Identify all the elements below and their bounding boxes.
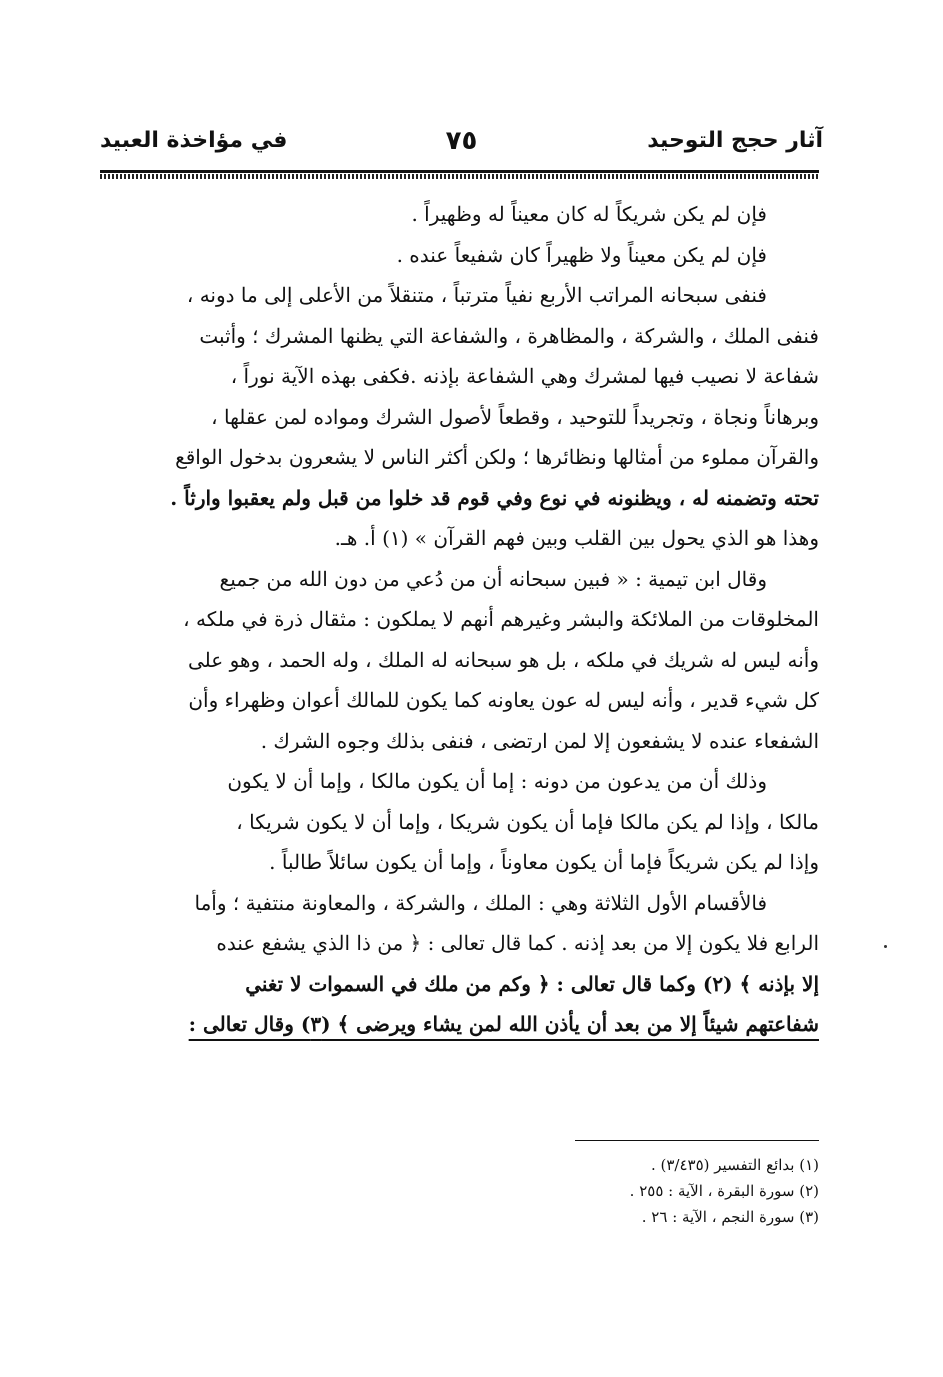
text-line: فالأقسام الأول الثلاثة وهي : الملك ، والشركة ، والمعاونة منتفية ؛ وأما [194,890,767,915]
text-line: شفاعة لا نصيب فيها لمشرك وهي الشفاعة بإذنه .فكفى بهذه الآية نوراً ، [230,364,819,388]
text-line: مالكا ، وإذا لم يكن مالكا فإما أن يكون شريكا ، وإما أن لا يكون شريكا ، [236,809,819,834]
underlined-verse: شفاعتهم شيئاً إلا من بعد أن يأذن الله لمن يشاء ويرضى ﴾ (٣) وقال تعالى : [188,1012,819,1036]
text-line: وذلك أن من يدعون من دونه : إما أن يكون مالكا ، وإما أن لا يكون [227,769,767,793]
text-line: فإن لم يكن معيناً ولا ظهيراً كان شفيعاً عنده . [396,242,767,267]
text-line: كل شيء قدير ، وأنه ليس له عون يعاونه كما يكون للمالك أعوان وظهراء وأن [188,688,819,712]
text-line: فنفى الملك ، والشركة ، والمظاهرة ، والشفاعة التي يظنها المشرك ؛ وأثبت [199,323,819,348]
text-line: والقرآن مملوء من أمثالها ونظائرها ؛ ولكن أكثر الناس لا يشعرون بدخول الواقع [175,445,819,469]
header-ornament-rule [100,174,819,179]
text-line: فنفى سبحانه المراتب الأربع نفياً مترتباً ، متنقلاً من الأعلى إلى ما دونه ، [186,283,767,307]
text-line: الشفعاء عنده لا يشفعون إلا لمن ارتضى ، فنفى بذلك وجوه الشرك . [260,728,819,753]
page-header [100,128,823,168]
running-title-left: في مؤاخذة العبيد [100,128,288,153]
main-text [100,194,819,1045]
footnotes [100,1152,819,1230]
text-line: وإذا لم يكن شريكاً فإما أن يكون معاوناً ، وإما أن يكون سائلاً طالباً . [269,850,819,874]
text-line [100,1004,819,1045]
header-rule [100,170,819,173]
text-line: وقال ابن تيمية : « فبين سبحانه أن من دُعي من دون الله من جميع [219,566,767,591]
text-line: الرابع فلا يكون إلا من بعد إذنه . كما قال تعالى : ﴿ من ذا الذي يشفع عنده [216,931,819,955]
scan-speck [884,945,887,948]
text-line: وبرهاناً ونجاة ، وتجريداً للتوحيد ، وقطعاً لأصول الشرك ومواده لمن عقلها ، [211,404,819,429]
footnote: (٣) سورة النجم ، الآية : ٢٦ . [641,1208,819,1226]
footnote: (١) بدائع التفسير (٣/٤٣٥) . [650,1156,819,1174]
footnote: (٢) سورة البقرة ، الآية : ٢٥٥ . [629,1182,819,1200]
text-line: إلا بإذنه ﴾ (٢) وكما قال تعالى : ﴿ وكم من ملك في السموات لا تغني [245,971,819,996]
footnote-rule [575,1140,819,1141]
text-line: وأنه ليس له شريك في ملكه ، بل هو سبحانه له الملك ، وله الحمد ، وهو على [188,647,819,672]
text-line: فإن لم يكن شريكاً له كان معيناً له وظهيراً . [411,202,767,226]
text-line: تحته وتضمنه له ، ويظنونه في نوع وفي قوم قد خلوا من قبل ولم يعقبوا وارثاً . [170,485,819,510]
text-line: وهذا هو الذي يحول بين القلب وبين فهم القرآن » (١) أ. هـ. [334,526,819,550]
running-title-right: آثار حجج التوحيد [647,128,823,153]
text-line: المخلوقات من الملائكة والبشر وغيرهم أنهم لا يملكون : مثقال ذرة في ملكه ، [183,607,819,631]
page-number: ٧٥ [445,126,478,156]
